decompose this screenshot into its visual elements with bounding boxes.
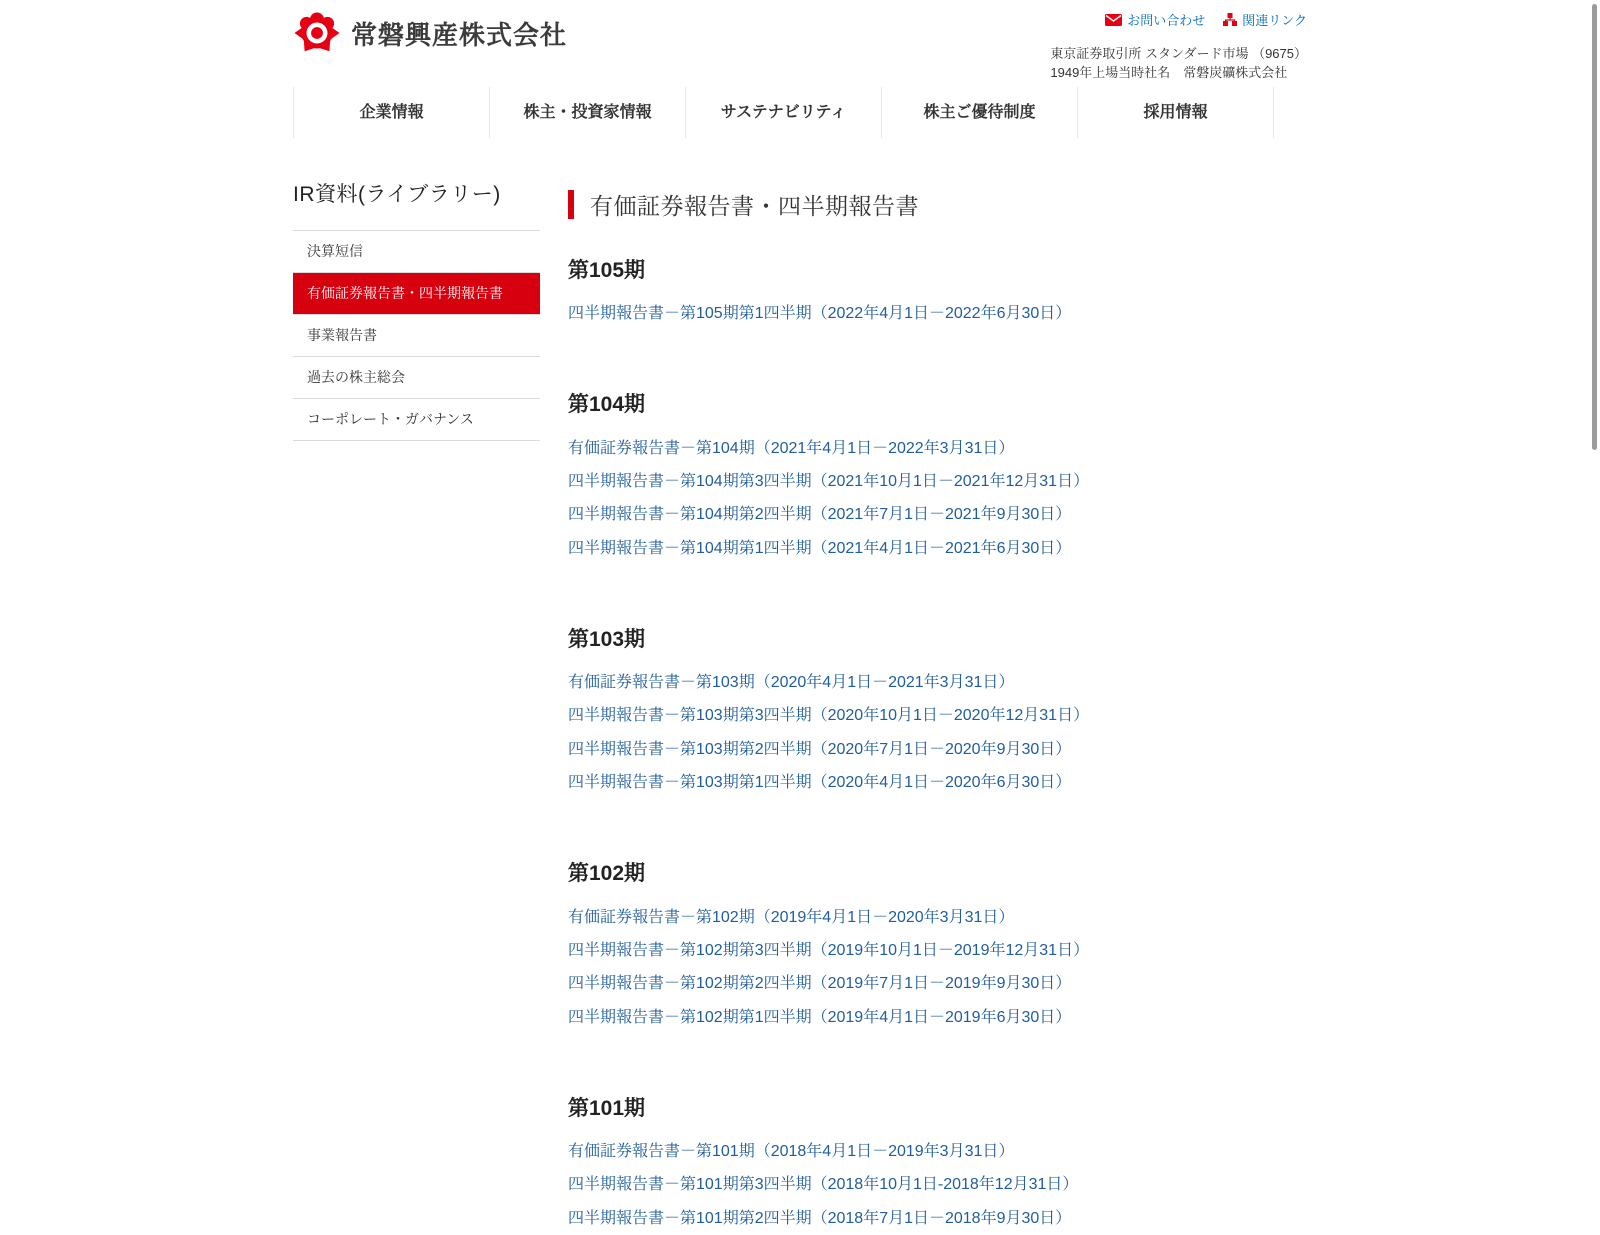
sitemap-icon [1223,13,1237,26]
report-link[interactable]: 有価証券報告書－第101期（2018年4月1日－2019年3月31日） [568,1143,1015,1161]
stock-info [1050,44,1307,82]
nav-item-recruit[interactable]: 採用情報 [1078,87,1274,138]
nav-item-investors[interactable]: 株主・投資家情報 [490,87,686,138]
sidebar-menu [293,230,540,441]
period-section-104 [568,388,1307,565]
page-title: 有価証券報告書・四半期報告書 [590,193,919,219]
contact-link-label: お問い合わせ [1127,13,1206,28]
utility-links [1050,10,1307,29]
page-title-row [568,188,1307,221]
sidebar-item-securities-reports[interactable]: 有価証券報告書・四半期報告書 [293,273,540,315]
site-header [293,0,1307,87]
period-heading: 第102期 [568,862,646,886]
contact-link[interactable] [1105,10,1205,29]
period-heading: 第103期 [568,627,646,651]
report-link[interactable]: 有価証券報告書－第102期（2019年4月1日－2020年3月31日） [568,908,1015,926]
company-name: 常磐興産株式会社 [351,19,568,50]
period-heading: 第104期 [568,393,646,417]
header-right [1050,8,1307,82]
sidebar [293,178,540,441]
stock-info-line2: 1949年上場当時社名 常磐炭礦株式会社 [1050,65,1288,80]
sidebar-item-kessan-tanshin[interactable]: 決算短信 [293,231,540,273]
report-link[interactable]: 四半期報告書－第104期第1四半期（2021年4月1日－2021年6月30日） [568,539,1072,557]
related-links-label: 関連リンク [1242,13,1307,28]
scrollbar[interactable] [1592,4,1597,450]
period-section-105 [568,254,1307,330]
report-link[interactable]: 有価証券報告書－第104期（2021年4月1日－2022年3月31日） [568,439,1015,457]
report-link[interactable]: 有価証券報告書－第103期（2020年4月1日－2021年3月31日） [568,674,1015,692]
report-link[interactable]: 四半期報告書－第103期第3四半期（2020年10月1日－2020年12月31日） [568,707,1090,725]
nav-item-corporate[interactable]: 企業情報 [294,87,490,138]
stock-info-line1: 東京証券取引所 スタンダード市場 （9675） [1050,46,1307,61]
sidebar-item-past-shareholder-meetings[interactable]: 過去の株主総会 [293,357,540,399]
brand-home-link[interactable] [293,8,567,58]
period-section-102 [568,857,1307,1034]
period-heading: 第105期 [568,259,646,282]
mail-icon [1105,14,1122,26]
report-link[interactable]: 四半期報告書－第102期第1四半期（2019年4月1日－2019年6月30日） [568,1008,1072,1026]
report-link[interactable]: 四半期報告書－第103期第2四半期（2020年7月1日－2020年9月30日） [568,740,1072,758]
report-link[interactable]: 四半期報告書－第101期第2四半期（2018年7月1日－2018年9月30日） [568,1209,1072,1227]
content-area [293,178,1307,1235]
nav-item-shareholder-benefits[interactable]: 株主ご優待制度 [882,87,1078,138]
period-section-103 [568,623,1307,800]
sidebar-item-business-reports[interactable]: 事業報告書 [293,315,540,357]
nav-item-sustainability[interactable]: サステナビリティ [686,87,882,138]
sidebar-item-corporate-governance[interactable]: コーポレート・ガバナンス [293,399,540,441]
report-link[interactable]: 四半期報告書－第102期第2四半期（2019年7月1日－2019年9月30日） [568,975,1072,993]
period-section-101 [568,1092,1307,1235]
period-heading: 第101期 [568,1096,646,1120]
page-container [293,0,1307,1235]
report-link[interactable]: 四半期報告書－第105期第1四半期（2022年4月1日－2022年6月30日） [568,305,1072,323]
company-logo-icon [293,8,341,58]
sidebar-title: IR資料(ライブラリー) [293,183,501,206]
global-nav [293,87,1307,138]
report-link[interactable]: 四半期報告書－第104期第2四半期（2021年7月1日－2021年9月30日） [568,506,1072,524]
report-link[interactable]: 四半期報告書－第103期第1四半期（2020年4月1日－2020年6月30日） [568,774,1072,792]
report-link[interactable]: 四半期報告書－第102期第3四半期（2019年10月1日－2019年12月31日） [568,941,1090,959]
related-links-link[interactable] [1223,10,1307,29]
main-content [568,178,1307,1235]
report-link[interactable]: 四半期報告書－第104期第3四半期（2021年10月1日－2021年12月31日） [568,472,1090,490]
title-accent-bar [568,190,574,219]
report-link[interactable]: 四半期報告書－第101期第3四半期（2018年10月1日-2018年12月31日） [568,1176,1079,1194]
